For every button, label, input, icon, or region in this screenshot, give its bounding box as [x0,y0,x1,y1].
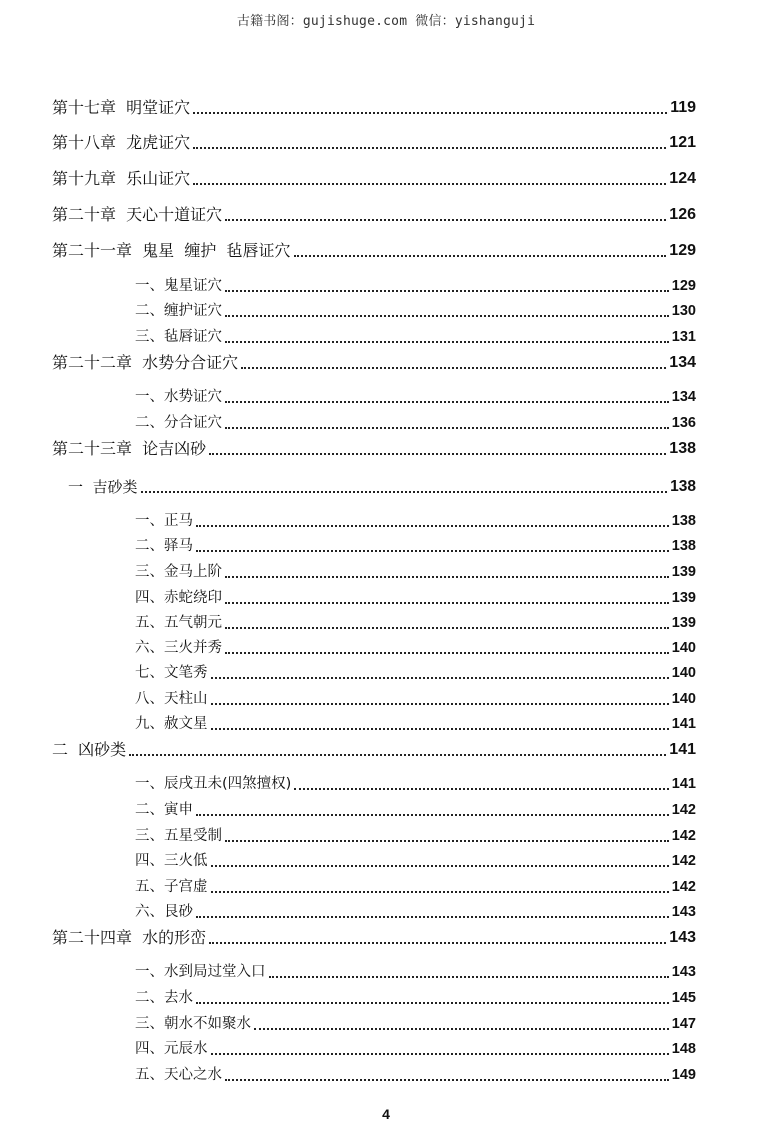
toc-entry-page: 143 [671,904,696,920]
toc-entry[interactable] [135,1013,696,1035]
toc-entry-title: 第二十四章 水的形峦 [52,928,207,947]
toc-entry[interactable] [135,561,696,583]
toc-entry-title: 第二十三章 论吉凶砂 [52,439,207,458]
dot-leader [225,315,669,317]
toc-entry-page: 142 [671,879,696,895]
dot-leader [225,627,669,629]
toc-entry-title: 一、水势证穴 [135,389,222,405]
toc-entry[interactable] [135,326,696,348]
toc-entry[interactable] [135,713,696,735]
toc-entry[interactable] [135,386,696,408]
toc-entry-page: 138 [671,538,696,554]
toc-entry-title: 第二十章 天心十道证穴 [52,205,223,224]
toc-entry-page: 141 [671,776,696,792]
toc-entry[interactable] [68,476,696,498]
toc-entry[interactable] [135,876,696,898]
dot-leader [129,754,666,756]
toc-entry[interactable] [52,97,696,119]
dot-leader [196,1002,669,1004]
toc-entry[interactable] [135,1038,696,1060]
toc-entry-title: 一、水到局过堂入口 [135,964,266,980]
toc-entry-page: 131 [671,329,696,345]
toc-entry-title: 五、五气朝元 [135,615,222,631]
toc-entry-title: 第十九章 乐山证穴 [52,169,191,188]
toc-entry[interactable] [135,1064,696,1086]
dot-leader [225,1079,669,1081]
toc-entry-page: 126 [669,206,696,223]
toc-entry[interactable] [52,352,696,374]
toc-entry[interactable] [135,961,696,983]
toc-entry-title: 第十七章 明堂证穴 [52,98,191,117]
dot-leader [211,703,669,705]
toc-entry[interactable] [135,510,696,532]
toc-entry-page: 143 [671,964,696,980]
toc-entry-page: 148 [671,1041,696,1057]
dot-leader [225,602,669,604]
toc-entry[interactable] [52,204,696,226]
toc-entry[interactable] [135,412,696,434]
toc-entry-title: 九、赦文星 [135,716,208,732]
toc-entry[interactable] [135,773,696,795]
toc-entry-title: 四、三火低 [135,853,208,869]
toc-entry-page: 149 [671,1067,696,1083]
toc-entry[interactable] [135,637,696,659]
dot-leader [141,491,668,493]
toc-entry-title: 二、分合证穴 [135,415,222,431]
toc-entry-title: 三、金马上阶 [135,564,222,580]
toc-entry-title: 一 吉砂类 [68,478,138,496]
dot-leader [225,576,669,578]
dot-leader [225,401,669,403]
toc-entry-page: 141 [669,741,696,758]
toc-entry[interactable] [52,438,696,460]
toc-entry-page: 124 [669,170,696,187]
toc-entry-page: 138 [671,513,696,529]
toc-entry[interactable] [135,612,696,634]
toc-entry-title: 二、去水 [135,990,193,1006]
toc-entry-page: 142 [671,853,696,869]
dot-leader [225,290,669,292]
dot-leader [225,219,666,221]
toc-entry-page: 129 [669,242,696,259]
dot-leader [211,865,669,867]
toc-entry-page: 145 [671,990,696,1006]
toc-entry[interactable] [52,927,696,949]
toc-entry-page: 142 [671,828,696,844]
toc-entry-page: 139 [671,564,696,580]
toc-entry[interactable] [135,275,696,297]
toc-entry[interactable] [135,662,696,684]
toc-entry-title: 五、天心之水 [135,1067,222,1083]
dot-leader [294,788,668,790]
toc-entry-title: 六、艮砂 [135,904,193,920]
dot-leader [196,916,669,918]
toc-entry-page: 140 [671,640,696,656]
toc-entry-title: 第二十一章 鬼星 缠护 毡唇证穴 [52,241,291,260]
dot-leader [209,942,666,944]
page-number: 4 [382,1106,390,1122]
toc-entry-page: 121 [669,134,696,151]
dot-leader [196,550,669,552]
toc-entry-title: 一、正马 [135,513,193,529]
toc-entry-page: 139 [671,615,696,631]
toc-entry[interactable] [135,987,696,1009]
toc-entry[interactable] [52,132,696,154]
toc-entry-title: 五、子宫虚 [135,879,208,895]
dot-leader [211,891,669,893]
toc-entry-title: 三、毡唇证穴 [135,329,222,345]
toc-entry-title: 第二十二章 水势分合证穴 [52,353,239,372]
toc-entry-page: 143 [669,929,696,946]
toc-entry-page: 138 [669,440,696,457]
toc-entry-page: 142 [671,802,696,818]
toc-entry-title: 三、朝水不如聚水 [135,1016,251,1032]
toc-entry-title: 一、辰戌丑未(四煞擅权) [135,776,292,792]
dot-leader [211,1053,669,1055]
dot-leader [225,840,669,842]
dot-leader [211,677,669,679]
toc-entry-title: 二、驿马 [135,538,193,554]
toc-entry-page: 134 [669,354,696,371]
toc-entry-page: 130 [671,303,696,319]
toc-entry-page: 140 [671,691,696,707]
dot-leader [225,341,669,343]
toc-entry-title: 八、天柱山 [135,691,208,707]
toc-entry-title: 一、鬼星证穴 [135,278,222,294]
dot-leader [225,427,669,429]
toc-entry[interactable] [52,240,696,262]
dot-leader [196,814,669,816]
dot-leader [209,453,666,455]
toc-entry-page: 147 [671,1016,696,1032]
toc-entry[interactable] [135,901,696,923]
toc-entry[interactable] [135,300,696,322]
toc-entry[interactable] [52,739,696,761]
dot-leader [294,255,667,257]
toc-entry-page: 136 [671,415,696,431]
toc-entry-title: 二、缠护证穴 [135,303,222,319]
toc-entry-page: 139 [671,590,696,606]
toc-entry[interactable] [135,825,696,847]
toc-entry-title: 四、元辰水 [135,1041,208,1057]
toc-entry-page: 138 [670,478,696,495]
toc-entry-title: 二 凶砂类 [52,740,127,759]
toc-entry-title: 四、赤蛇绕印 [135,590,222,606]
toc-entry-page: 140 [671,665,696,681]
toc-entry-title: 七、文笔秀 [135,665,208,681]
dot-leader [241,367,666,369]
toc-entry-title: 三、五星受制 [135,828,222,844]
toc-entry[interactable] [52,168,696,190]
toc-entry[interactable] [135,688,696,710]
toc-entry[interactable] [135,850,696,872]
toc-entry-page: 119 [670,99,696,116]
toc-entry-page: 141 [671,716,696,732]
dot-leader [196,525,669,527]
toc-entry-page: 134 [671,389,696,405]
dot-leader [193,147,666,149]
dot-leader [269,976,669,978]
toc-entry[interactable] [135,799,696,821]
dot-leader [193,183,666,185]
dot-leader [254,1028,669,1030]
toc-entry-title: 第十八章 龙虎证穴 [52,133,191,152]
dot-leader [193,112,667,114]
dot-leader [225,652,669,654]
toc-entry[interactable] [135,587,696,609]
watermark-text: 古籍书阁：gujishuge.com 微信：yishanguji [236,14,536,29]
toc-entry-page: 129 [671,278,696,294]
toc-entry-title: 二、寅申 [135,802,193,818]
toc-entry[interactable] [135,535,696,557]
toc-entry-title: 六、三火并秀 [135,640,222,656]
dot-leader [211,728,669,730]
